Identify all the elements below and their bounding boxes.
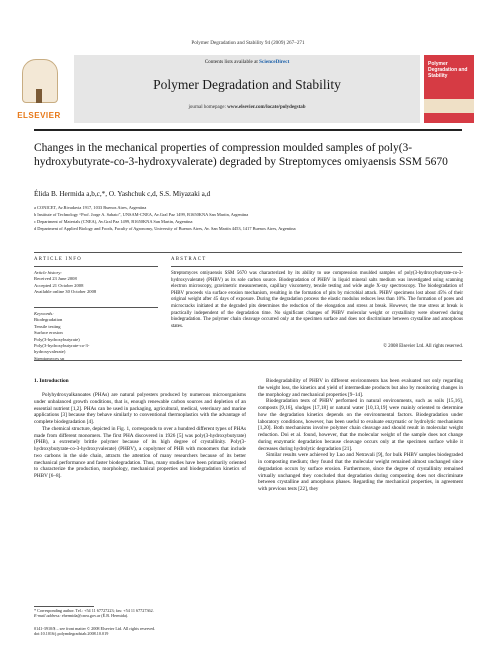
banner-center: [74, 55, 420, 123]
article-title: Changes in the mechanical properties of compression moulded samples of poly(3-hydroxybutyrate-co-3-hydroxyvalerate) degraded by Streptomyces omiyaensis SSM 5670: [34, 142, 448, 168]
paragraph: The chemical structure, depicted in Fig. 1, corresponds to over a hundred different types of PHAs made from different monomers. The first PHA discovered in 1926 [5] was poly(3-hydroxybutyrate) (PHB), a extremely brittle polymer because of its high degree of crystallinity. Poly(3-hydroxybutyrate-co-3-hydroxyvalerate) (PHBV), a copolymer of PHB with monomers that include two carbons in the side chain, attracts the attention of many researchers because of its better mechanical performance and faster biodegradation. Thus, many studies have been primarily oriented to characterize the production, morphology, mechanical properties and biodegradation kinetics of PHBV [6–8].: [34, 425, 246, 479]
author-list: Élida B. Hermida a,b,c,*, O. Yashchuk c,d, S.S. Miyazaki a,d: [34, 190, 211, 198]
header-rule: [34, 129, 462, 131]
keyword: Biodegradation: [34, 317, 63, 323]
issn-doi: [34, 626, 294, 637]
divider: [34, 266, 158, 267]
section-heading: 1. Introduction: [34, 378, 69, 384]
divider: [171, 266, 463, 267]
keyword: Streptomyces sp: [34, 355, 65, 361]
right-column: [258, 378, 463, 493]
doi-link[interactable]: doi:10.1016/j.polymdegradstab.2008.10.019: [34, 631, 109, 637]
sciencedirect-link[interactable]: ScienceDirect: [259, 59, 290, 65]
elsevier-logo[interactable]: [8, 55, 70, 123]
left-column: [34, 392, 246, 480]
article-info-heading: ARTICLE INFO: [34, 257, 82, 262]
keyword: Poly(3-hydroxybutyrate): [34, 336, 80, 342]
keywords-list: Keywords: Biodegradation Tensile testing Surface erosion Poly(3-hydroxybutyrate) Poly(3-hydroxybutyrate-co-3- hydroxyvalerate) Streptomyces sp: [34, 311, 90, 361]
journal-banner: [8, 55, 488, 125]
issn-line: 0141-3910/$ – see front matter © 2008 Elsevier Ltd. All rights reserved.: [34, 626, 156, 631]
paragraph: Similar results were achieved by Luo and Netravali [9], for bulk PHBV samples biodegraded in composting medium; they found that the molecular weight remained almost unchanged since degradation occurs by surface erosion. Furthermore, since the degree of crystallinity remained virtually unchanged they concluded that degradation during composting does not discriminate between crystalline and amorphous phases. Regarding the mechanical properties, in agreement with previous tests [22], they: [258, 452, 463, 492]
footnote: * Corresponding author. Tel.: +54 11 67727223; fax: +54 11 67727362. E-mail address: ehermida@cnea.gov.ar (É.B. Hermida).: [34, 608, 246, 619]
affiliations: [34, 204, 464, 232]
homepage-link[interactable]: www.elsevier.com/locate/polydegstab: [227, 105, 306, 110]
keyword: hydroxyvalerate): [34, 349, 66, 355]
paragraph: Polyhydroxyalkanoates (PHAs) are natural polyesters produced by numerous microorganisms under unbalanced growth conditions, that is, enough renewable carbon sources and depletion of an essential nutrient [1,2]. PHAs can be used in packaging, agricultural, medical, veterinary and marine applications [3] because they behave similarly to conventional thermoplastics with the advantage of complete biodegradation [4].: [34, 392, 246, 425]
journal-reference: Polymer Degradation and Stability 94 (2009) 267–271: [191, 40, 305, 46]
divider: [34, 307, 158, 308]
paragraph: Biodegradability of PHBV in different environments has been evaluated not only regarding the weight loss, the kinetics and yield of intermediate products but also by monitoring changes in the morphology and mechanical properties [9–14].: [258, 378, 463, 398]
contents-line: Contents lists available at ScienceDirect: [204, 59, 290, 65]
affiliation: d Department of Applied Biology and Foods, Faculty of Agronomy, University of Buenos Aires, Av. San Martín 4453, 1417 Buenos Aires, Argentina: [34, 226, 296, 231]
copyright-notice: © 2008 Elsevier Ltd. All rights reserved.: [383, 344, 463, 349]
keyword: Tensile testing: [34, 323, 61, 329]
journal-homepage: journal homepage: www.elsevier.com/locate/polydegstab: [188, 105, 306, 110]
journal-cover-thumbnail[interactable]: [424, 55, 474, 123]
keyword: Surface erosion: [34, 330, 63, 336]
correspondence-note: * Corresponding author. Tel.: +54 11 67727223; fax: +54 11 67727362.: [34, 608, 154, 613]
divider: [34, 252, 462, 253]
abstract-heading: ABSTRACT: [171, 257, 207, 262]
article-history: Article history: Received 23 June 2008 Accepted 21 October 2008 Available online 30 October 2008: [34, 270, 97, 295]
keyword: Poly(3-hydroxybutyrate-co-3-: [34, 343, 90, 349]
email-link[interactable]: ehermida@cnea.gov.ar (É.B. Hermida).: [61, 613, 129, 619]
affiliation: a CONICET, Av.Rivadavia 1917, 1033 Buenos Aires, Argentina: [34, 205, 147, 210]
publisher-logo-text: ELSEVIER: [17, 111, 61, 120]
affiliation: c Department of Materials (CNEA), Av.Gral Paz 1499, B1650KNA San Martin, Argentina: [34, 219, 193, 224]
affiliation: b Institute of Technology “Prof. Jorge A. Sabato”, UNSAM-CNEA, Av.Gral Paz 1499, B1650KNA San Martin, Argentina: [34, 212, 249, 217]
cover-title: Polymer Degradation and Stability: [428, 61, 468, 79]
abstract-text: Streptomyces omiyaensis SSM 5670 was characterized by its ability to use compression moulded samples of poly(3-hydroxybutyrate-co-3-hydroxyvalerate) (PHBV) as its sole carbon source. Biodegradation of PHBV in liquid mineral salts medium was investigated using scanning electron microscopy, gravimetric measurements, capillary viscometry, tensile testing and wide angle X-ray spectroscopy. The biodegradation of PHBV proceeds via surface erosion mechanism, resulting in the formation of pits by microbial attack. PHBV specimens lost about 45% of their original weight after 45 days of exposure. During the degradation process the elastic modulus reduces less than 10%. The formation of pores and microcracks initiated at the degraded pits determines the reduction of the elongation and stress at break. However, the true stress at break is practically independent of the degradation time. No significant changes of PHBV molecular weight or crystallinity were observed during biodegradation. The polymer chain cleavage occurred only at the specimen surface and does not discriminate between crystalline and amorphous states.: [171, 271, 463, 329]
paragraph: Biodegradation tests of PHBV performed in natural environments, such as soils [15,16], composts [9,16], sludges [17,18] or natural water [10,13,19] were mainly oriented to determine how the degradation kinetics depends on the environmental factors. Biodegradation under laboratory conditions, however, has been useful to evaluate enzymatic or hydrolytic mechanisms [1,20]. Both mechanisms involve polymer chain cleavage and should result in molecular weight reduction. Doi et al. found, however, that the molecular weight of the sample does not change during enzymatic degradation because cleavage occurs only at the specimen surface while it decreases during hydrolytic degradation [21].: [258, 398, 463, 452]
journal-title: Polymer Degradation and Stability: [153, 77, 341, 92]
divider: [34, 360, 462, 361]
footnote-rule: [34, 606, 94, 607]
